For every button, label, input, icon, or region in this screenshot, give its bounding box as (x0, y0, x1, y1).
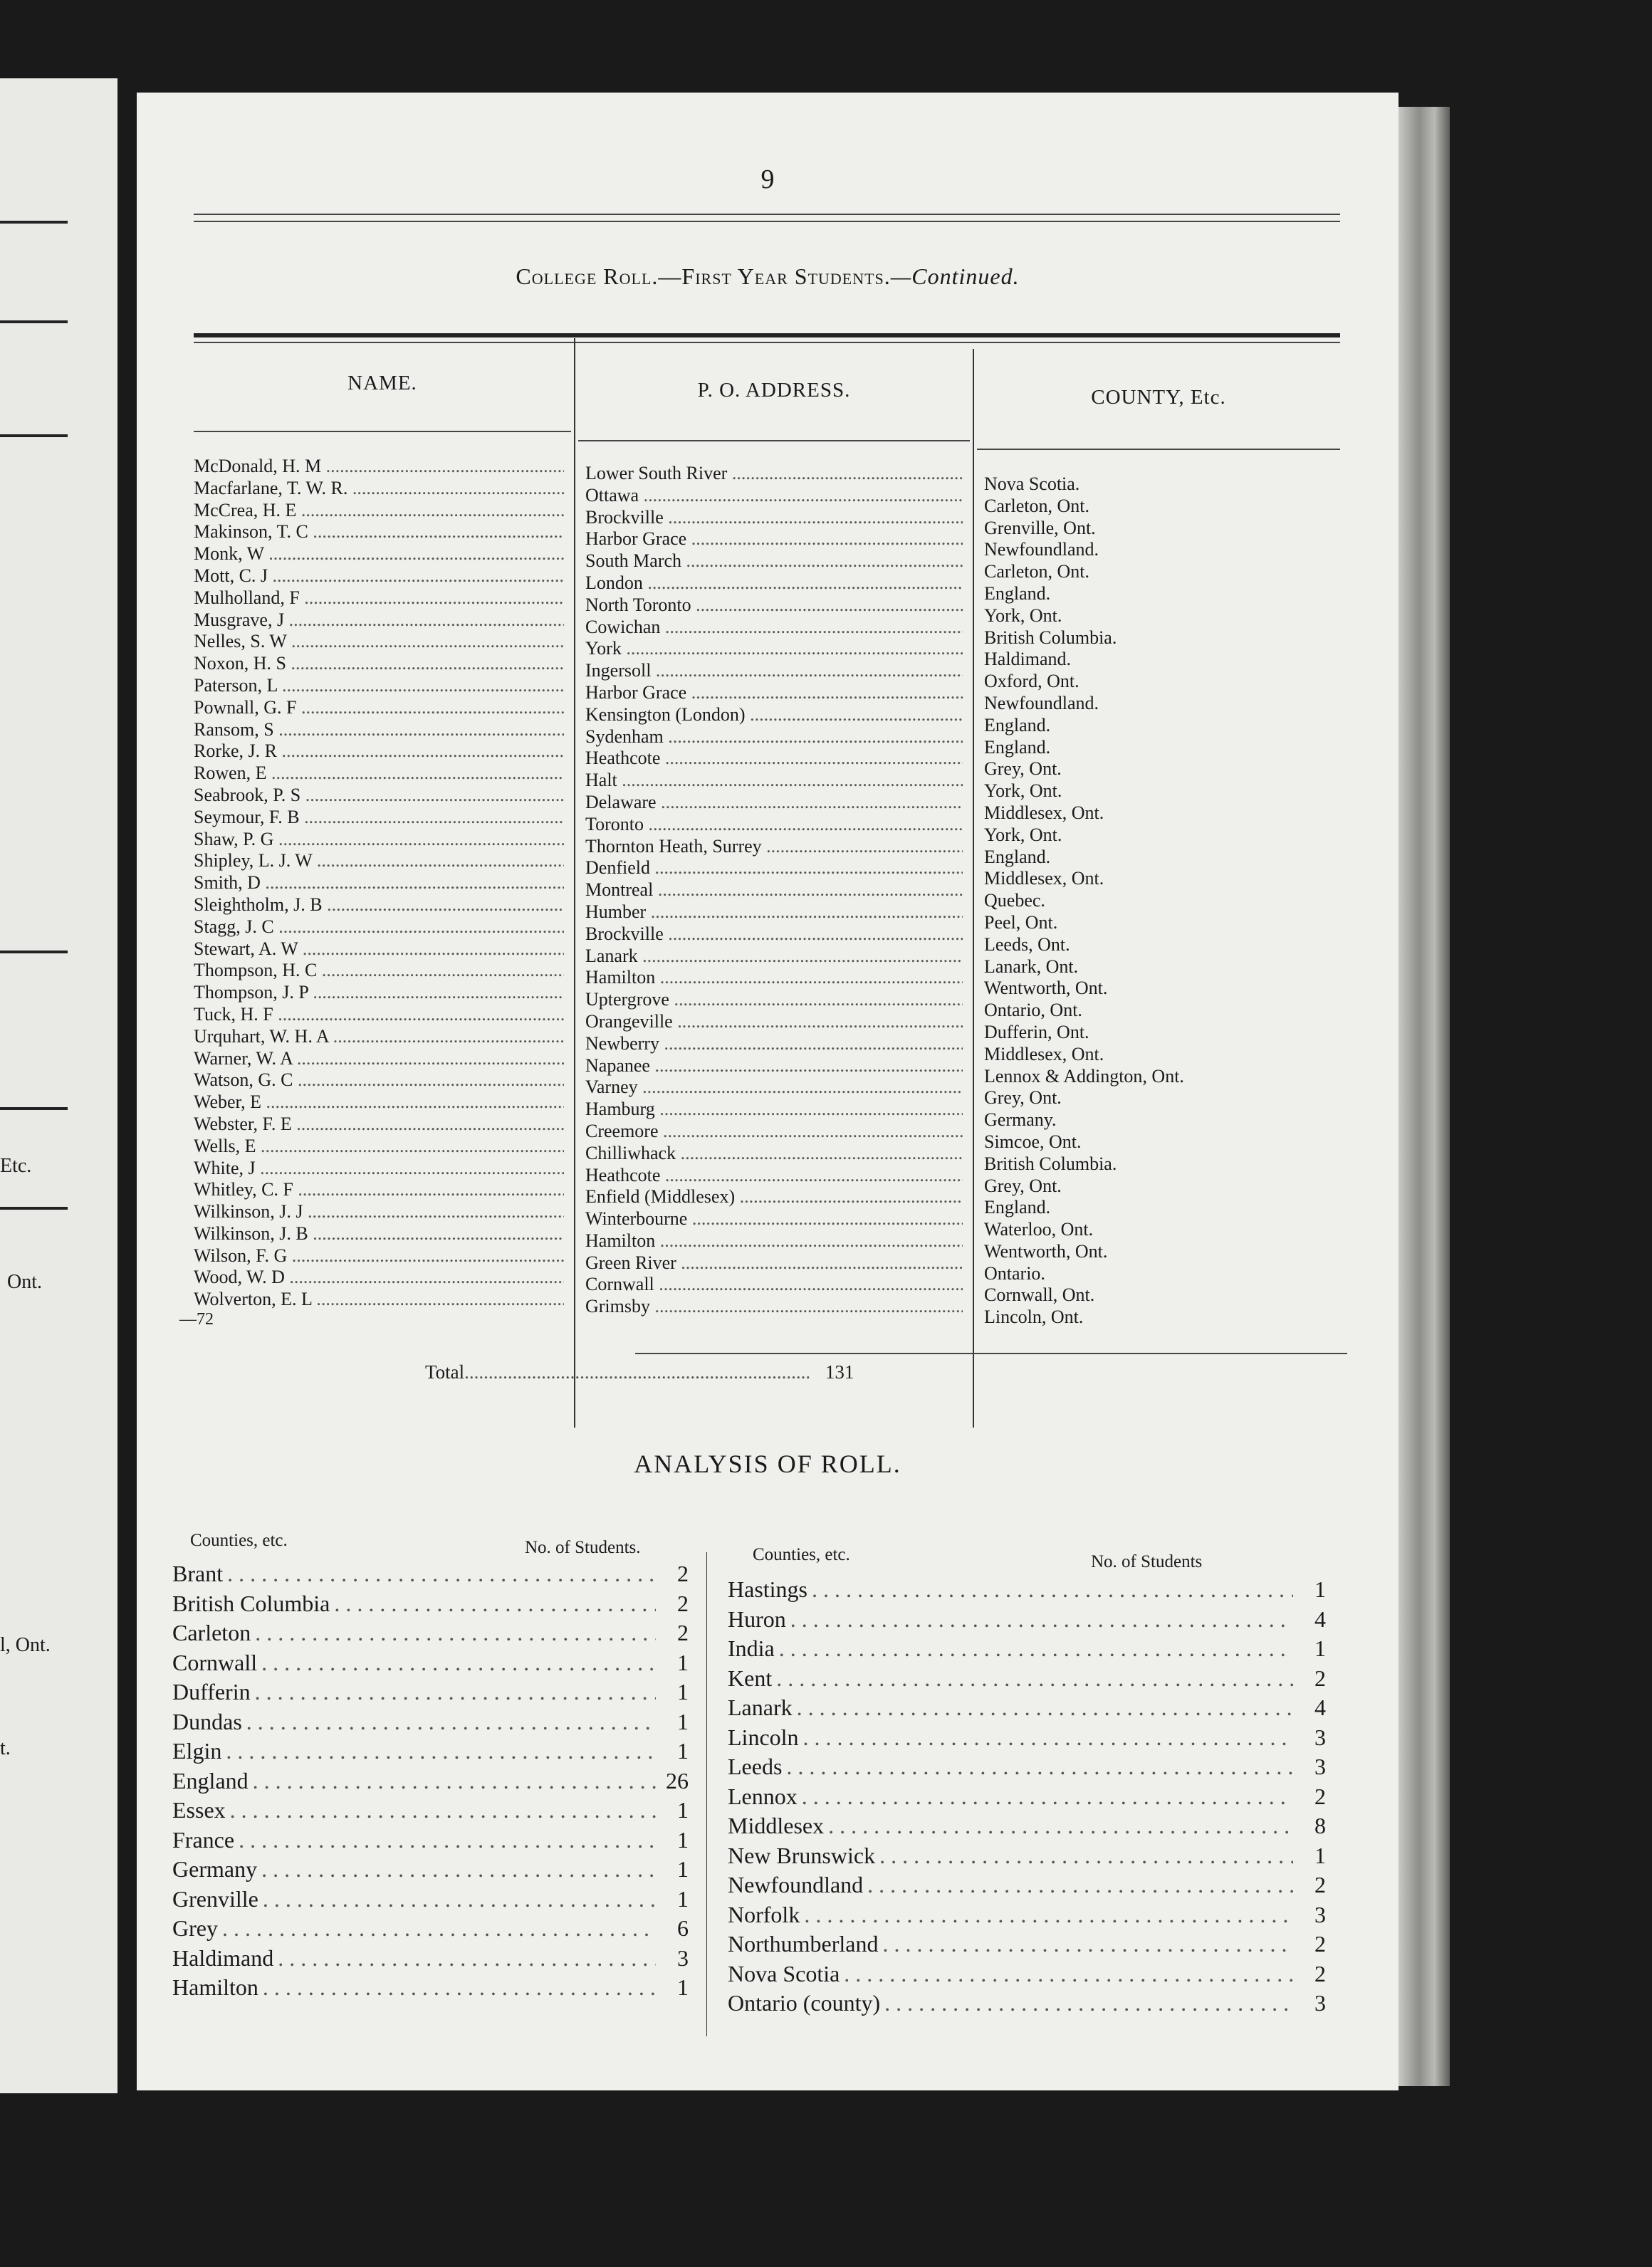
roll-county: Lennox & Addington, Ont. (984, 1065, 1184, 1087)
roll-name: Wells, E ..... (194, 1136, 564, 1158)
roll-address: Delaware ..... (585, 792, 963, 814)
roll-address: Thornton Heath, Surrey ..... (585, 836, 963, 858)
analysis-row (172, 1973, 689, 2003)
dot-leader (803, 1723, 1293, 1753)
roll-name: Thompson, J. P ..... (194, 982, 564, 1004)
roll-county: England. (984, 736, 1051, 758)
dot-leader (222, 1914, 656, 1944)
analysis-row (172, 1944, 689, 1974)
roll-county: Peel, Ont. (984, 911, 1058, 933)
roll-address: Newberry ..... (585, 1033, 963, 1055)
divider (0, 320, 68, 323)
analysis-row (172, 1796, 689, 1826)
roll-county: Middlesex, Ont. (984, 802, 1104, 823)
analysis-row (728, 1782, 1326, 1812)
roll-name: Stagg, J. C ..... (194, 916, 564, 938)
divider (194, 214, 1340, 215)
analysis-num-label: No. of Students. (525, 1538, 641, 1557)
dot-leader (261, 1648, 656, 1678)
fragment-text: Ont. (7, 1271, 42, 1293)
page-title (137, 263, 1399, 290)
roll-name: Wolverton, E. L ..... (194, 1289, 564, 1311)
roll-county: Quebec. (984, 890, 1045, 911)
roll-address: Lower South River ..... (585, 463, 963, 485)
roll-name: Mulholland, F ..... (194, 587, 564, 609)
roll-address: Hamburg ..... (585, 1099, 963, 1121)
roll-county: England. (984, 1197, 1051, 1218)
roll-address: Winterbourne ..... (585, 1208, 963, 1230)
dot-leader (812, 1575, 1293, 1605)
analysis-county: Carleton (172, 1620, 251, 1645)
count-note: —72 (179, 1310, 214, 1329)
roll-address: Uptergrove ..... (585, 989, 963, 1011)
header-county: COUNTY, Etc. (1091, 386, 1226, 409)
roll-county: Grey, Ont. (984, 1175, 1062, 1196)
dot-leader (883, 1930, 1294, 1959)
adjacent-page (0, 78, 117, 2093)
roll-county: Lanark, Ont. (984, 956, 1079, 977)
roll-name: Nelles, S. W ..... (194, 631, 564, 653)
dot-leader (255, 1618, 656, 1648)
roll-name: Warner, W. A ..... (194, 1048, 564, 1070)
roll-county: England. (984, 846, 1051, 867)
dot-leader (804, 1900, 1293, 1930)
roll-county: Newfoundland. (984, 692, 1099, 713)
roll-county: Grey, Ont. (984, 1087, 1062, 1109)
dot-leader (790, 1605, 1293, 1635)
roll-name: Watson, G. C ..... (194, 1069, 564, 1091)
addresses-column (585, 463, 963, 1318)
document-page (137, 93, 1399, 2090)
dot-leader (263, 1973, 656, 2003)
analysis-count: 2 (677, 1590, 689, 1616)
analysis-count: 1 (1314, 1842, 1326, 1868)
analysis-county: India (728, 1635, 775, 1661)
roll-county: Middlesex, Ont. (984, 1043, 1104, 1064)
dot-leader (844, 1959, 1293, 1989)
analysis-count: 1 (677, 1856, 689, 1882)
names-column (194, 456, 564, 1311)
roll-address: Creemore ..... (585, 1121, 963, 1143)
analysis-county: Grenville (172, 1885, 258, 1912)
analysis-row (172, 1855, 689, 1885)
analysis-num-label: No. of Students (1091, 1552, 1203, 1571)
analysis-county: Grey (172, 1915, 218, 1941)
roll-address: London ..... (585, 572, 963, 595)
analysis-count: 2 (1314, 1783, 1326, 1809)
analysis-count: 8 (1314, 1813, 1326, 1838)
title-students: —First Year Students. (658, 263, 891, 289)
analysis-county: Elgin (172, 1738, 222, 1764)
analysis-row (728, 1989, 1326, 2019)
roll-address: Heathcote ..... (585, 748, 963, 770)
roll-name: Macfarlane, T. W. R. ..... (194, 478, 564, 500)
analysis-county: France (172, 1826, 235, 1853)
analysis-row (172, 1885, 689, 1915)
roll-county: Middlesex, Ont. (984, 868, 1104, 889)
roll-name: Rowen, E ..... (194, 763, 564, 785)
roll-address: Green River ..... (585, 1252, 963, 1274)
analysis-county: Dufferin (172, 1679, 251, 1705)
roll-county: Newfoundland. (984, 539, 1099, 560)
dot-leader (797, 1693, 1293, 1723)
analysis-count: 2 (677, 1620, 689, 1645)
analysis-row (728, 1870, 1326, 1900)
dot-leader (261, 1855, 656, 1885)
roll-name: Makinson, T. C ..... (194, 521, 564, 543)
roll-name: McCrea, H. E ..... (194, 500, 564, 522)
roll-county: York, Ont. (984, 824, 1062, 845)
analysis-count: 2 (1314, 1931, 1326, 1957)
dot-leader (779, 1634, 1293, 1664)
roll-county: Lincoln, Ont. (984, 1307, 1084, 1328)
roll-county: British Columbia. (984, 1153, 1117, 1174)
analysis-row (728, 1811, 1326, 1841)
roll-name: Urquhart, W. H. A ..... (194, 1026, 564, 1048)
analysis-count: 6 (677, 1915, 689, 1941)
roll-address: Brockville ..... (585, 507, 963, 529)
analysis-county: Middlesex (728, 1813, 825, 1838)
dot-leader (230, 1796, 656, 1826)
dot-leader (278, 1944, 656, 1974)
dot-leader (226, 1737, 656, 1766)
roll-address: York ..... (585, 638, 963, 660)
roll-county: Grey, Ont. (984, 758, 1062, 780)
roll-name: McDonald, H. M ..... (194, 456, 564, 478)
analysis-row (172, 1914, 689, 1944)
analysis-count: 1 (677, 1738, 689, 1764)
roll-name: Rorke, J. R ..... (194, 740, 564, 763)
roll-county: Carleton, Ont. (984, 561, 1090, 582)
dot-leader (263, 1885, 656, 1915)
roll-county: British Columbia. (984, 627, 1117, 648)
roll-name: Weber, E ..... (194, 1091, 564, 1114)
roll-name: White, J ..... (194, 1158, 564, 1180)
analysis-row (728, 1693, 1326, 1723)
dot-leader (227, 1559, 656, 1589)
roll-address: Ingersoll ..... (585, 660, 963, 682)
analysis-row (172, 1737, 689, 1766)
roll-name: Whitley, C. F ..... (194, 1179, 564, 1201)
analysis-count: 26 (666, 1767, 689, 1794)
analysis-county: Newfoundland (728, 1872, 864, 1897)
analysis-county: Dundas (172, 1708, 242, 1734)
analysis-count: 2 (1314, 1960, 1326, 1986)
dot-leader (246, 1707, 656, 1737)
total-value: 131 (825, 1361, 854, 1383)
analysis-row (172, 1677, 689, 1707)
roll-county: England. (984, 714, 1051, 735)
analysis-county: Norfolk (728, 1901, 800, 1927)
divider (977, 449, 1340, 450)
fragment-text: Etc. (0, 1155, 32, 1177)
analysis-col-label: Counties, etc. (190, 1531, 288, 1550)
roll-address: Hamilton ..... (585, 1230, 963, 1252)
roll-county: Wentworth, Ont. (984, 1240, 1108, 1262)
analysis-county: Hamilton (172, 1974, 258, 2000)
analysis-count: 2 (677, 1561, 689, 1586)
roll-address: Brockville ..... (585, 923, 963, 946)
roll-name: Shaw, P. G ..... (194, 829, 564, 851)
roll-county: York, Ont. (984, 780, 1062, 802)
roll-name: Sleightholm, J. B ..... (194, 894, 564, 916)
roll-name: Smith, D ..... (194, 872, 564, 894)
analysis-count: 2 (1314, 1665, 1326, 1691)
roll-address: Cowichan ..... (585, 617, 963, 639)
roll-name: Pownall, G. F ..... (194, 697, 564, 719)
fragment-text: t. (0, 1737, 11, 1759)
divider (578, 440, 970, 441)
roll-address: Denfield ..... (585, 857, 963, 879)
analysis-county: British Columbia (172, 1590, 330, 1616)
analysis-county: Kent (728, 1665, 773, 1691)
analysis-county: Cornwall (172, 1649, 258, 1675)
roll-address: Chilliwhack ..... (585, 1143, 963, 1165)
analysis-county: Lennox (728, 1783, 798, 1809)
roll-address: Ottawa ..... (585, 485, 963, 507)
roll-address: Heathcote ..... (585, 1165, 963, 1187)
analysis-row (728, 1841, 1326, 1871)
roll-name: Wilson, F. G ..... (194, 1245, 564, 1267)
analysis-county: Essex (172, 1797, 226, 1823)
analysis-count: 2 (1314, 1872, 1326, 1897)
roll-name: Tuck, H. F ..... (194, 1004, 564, 1026)
column-rule (973, 349, 974, 1428)
analysis-row (728, 1664, 1326, 1694)
analysis-row (728, 1959, 1326, 1989)
analysis-count: 3 (1314, 1724, 1326, 1750)
analysis-title: ANALYSIS OF ROLL. (634, 1450, 901, 1478)
roll-name: Shipley, L. J. W ..... (194, 850, 564, 872)
roll-county: Wentworth, Ont. (984, 978, 1108, 999)
page-number: 9 (760, 164, 775, 194)
analysis-count: 3 (1314, 1990, 1326, 2016)
roll-address: Kensington (London) ..... (585, 704, 963, 726)
roll-county: Oxford, Ont. (984, 671, 1079, 692)
roll-name: Ransom, S ..... (194, 719, 564, 741)
analysis-row (728, 1634, 1326, 1664)
roll-address: Toronto ..... (585, 814, 963, 836)
analysis-row (728, 1930, 1326, 1959)
analysis-count: 3 (1314, 1754, 1326, 1779)
dot-leader (867, 1870, 1293, 1900)
divider (0, 1207, 68, 1210)
analysis-count: 1 (677, 1885, 689, 1912)
roll-county: Leeds, Ont. (984, 933, 1070, 955)
analysis-count: 1 (677, 1826, 689, 1853)
roll-county: Haldimand. (984, 649, 1072, 670)
divider (0, 434, 68, 437)
analysis-col-label: Counties, etc. (753, 1545, 850, 1564)
roll-name: Noxon, H. S ..... (194, 653, 564, 675)
analysis-county: Leeds (728, 1754, 783, 1779)
roll-name: Musgrave, J ..... (194, 609, 564, 632)
analysis-row (172, 1648, 689, 1678)
page-edges (1399, 107, 1450, 2086)
analysis-county: Huron (728, 1606, 786, 1632)
roll-address: Humber ..... (585, 901, 963, 923)
analysis-count: 1 (677, 1708, 689, 1734)
roll-county: York, Ont. (984, 604, 1062, 626)
roll-address: Lanark ..... (585, 946, 963, 968)
title-continued: —Continued. (890, 263, 1020, 289)
roll-name: Stewart, A. W ..... (194, 938, 564, 960)
analysis-row (728, 1752, 1326, 1782)
analysis-row (172, 1766, 689, 1796)
divider (194, 342, 1340, 343)
analysis-county: Hastings (728, 1576, 807, 1602)
roll-county: Nova Scotia. (984, 473, 1080, 494)
roll-county: Cornwall, Ont. (984, 1284, 1095, 1306)
dot-leader (786, 1752, 1293, 1782)
analysis-row (172, 1707, 689, 1737)
roll-address: Halt ..... (585, 770, 963, 792)
roll-address: Grimsby ..... (585, 1296, 963, 1318)
analysis-county: Germany (172, 1856, 258, 1882)
dot-leader (239, 1826, 656, 1855)
divider (635, 1353, 1347, 1354)
header-name: NAME. (347, 372, 417, 394)
roll-name: Seymour, F. B ..... (194, 807, 564, 829)
column-rule (706, 1552, 707, 2036)
dot-leader (255, 1677, 656, 1707)
analysis-right-list (728, 1575, 1326, 2019)
analysis-row (172, 1559, 689, 1589)
header-address: P. O. ADDRESS. (697, 379, 851, 402)
dot-leader (828, 1811, 1293, 1841)
roll-name: Seabrook, P. S ..... (194, 785, 564, 807)
roll-name: Thompson, H. C ..... (194, 960, 564, 982)
roll-address: Enfield (Middlesex) ..... (585, 1186, 963, 1208)
roll-name: Webster, F. E ..... (194, 1114, 564, 1136)
roll-name: Wilkinson, J. B ..... (194, 1223, 564, 1245)
analysis-count: 1 (677, 1797, 689, 1823)
analysis-left-list (172, 1559, 689, 2003)
analysis-county: Lanark (728, 1695, 793, 1720)
analysis-county: Nova Scotia (728, 1960, 840, 1986)
analysis-row (728, 1575, 1326, 1605)
roll-county: Germany. (984, 1109, 1057, 1131)
roll-county: England. (984, 582, 1051, 604)
dot-leader (334, 1589, 656, 1619)
roll-address: Montreal ..... (585, 879, 963, 901)
dot-leader (802, 1782, 1293, 1812)
analysis-count: 1 (677, 1679, 689, 1705)
analysis-count: 1 (677, 1649, 689, 1675)
total-row (425, 1361, 854, 1383)
fragment-text: l, Ont. (0, 1634, 51, 1656)
analysis-count: 1 (1314, 1635, 1326, 1661)
analysis-county: Haldimand (172, 1944, 274, 1971)
roll-address: South March ..... (585, 550, 963, 572)
divider (194, 431, 571, 432)
roll-address: Harbor Grace ..... (585, 682, 963, 704)
analysis-count: 3 (1314, 1901, 1326, 1927)
analysis-county: Brant (172, 1561, 224, 1586)
analysis-count: 4 (1314, 1606, 1326, 1632)
dot-leader (884, 1989, 1293, 2019)
roll-name: Wood, W. D ..... (194, 1267, 564, 1289)
roll-address: Harbor Grace ..... (585, 528, 963, 550)
roll-address: Varney ..... (585, 1077, 963, 1099)
analysis-count: 4 (1314, 1695, 1326, 1720)
total-label: Total (425, 1361, 465, 1383)
analysis-count: 3 (677, 1944, 689, 1971)
roll-name: Wilkinson, J. J ..... (194, 1201, 564, 1223)
analysis-count: 1 (1314, 1576, 1326, 1602)
roll-address: Cornwall ..... (585, 1274, 963, 1296)
analysis-row (728, 1605, 1326, 1635)
analysis-row (172, 1589, 689, 1619)
divider (0, 1107, 68, 1110)
analysis-row (728, 1900, 1326, 1930)
counties-column (984, 473, 1340, 1329)
title-roll: College Roll. (516, 263, 659, 289)
divider (0, 221, 68, 224)
roll-county: Carleton, Ont. (984, 495, 1090, 516)
analysis-county: New Brunswick (728, 1842, 876, 1868)
roll-county: Waterloo, Ont. (984, 1219, 1094, 1240)
analysis-county: Northumberland (728, 1931, 879, 1957)
roll-county: Grenville, Ont. (984, 517, 1096, 538)
roll-address: North Toronto ..... (585, 595, 963, 617)
divider (194, 221, 1340, 222)
roll-county: Ontario. (984, 1262, 1045, 1284)
roll-address: Orangeville ..... (585, 1011, 963, 1033)
roll-name: Paterson, L ..... (194, 675, 564, 697)
analysis-row (172, 1826, 689, 1855)
roll-county: Ontario, Ont. (984, 1000, 1082, 1021)
analysis-county: Lincoln (728, 1724, 799, 1750)
dot-leader (253, 1766, 656, 1796)
analysis-row (172, 1618, 689, 1648)
divider (194, 333, 1340, 337)
roll-county: Dufferin, Ont. (984, 1021, 1089, 1042)
column-rule (574, 338, 575, 1428)
total-leader: ........................................................................ (464, 1361, 811, 1383)
roll-address: Hamilton ..... (585, 967, 963, 989)
roll-address: Napanee ..... (585, 1055, 963, 1077)
analysis-county: Ontario (county) (728, 1990, 881, 2016)
roll-name: Mott, C. J ..... (194, 565, 564, 587)
divider (0, 951, 68, 953)
roll-county: Simcoe, Ont. (984, 1131, 1082, 1152)
dot-leader (879, 1841, 1293, 1871)
analysis-county: England (172, 1767, 249, 1794)
roll-name: Monk, W ..... (194, 543, 564, 565)
analysis-row (728, 1723, 1326, 1753)
analysis-count: 1 (677, 1974, 689, 2000)
roll-address: Sydenham ..... (585, 726, 963, 748)
dot-leader (776, 1664, 1293, 1694)
